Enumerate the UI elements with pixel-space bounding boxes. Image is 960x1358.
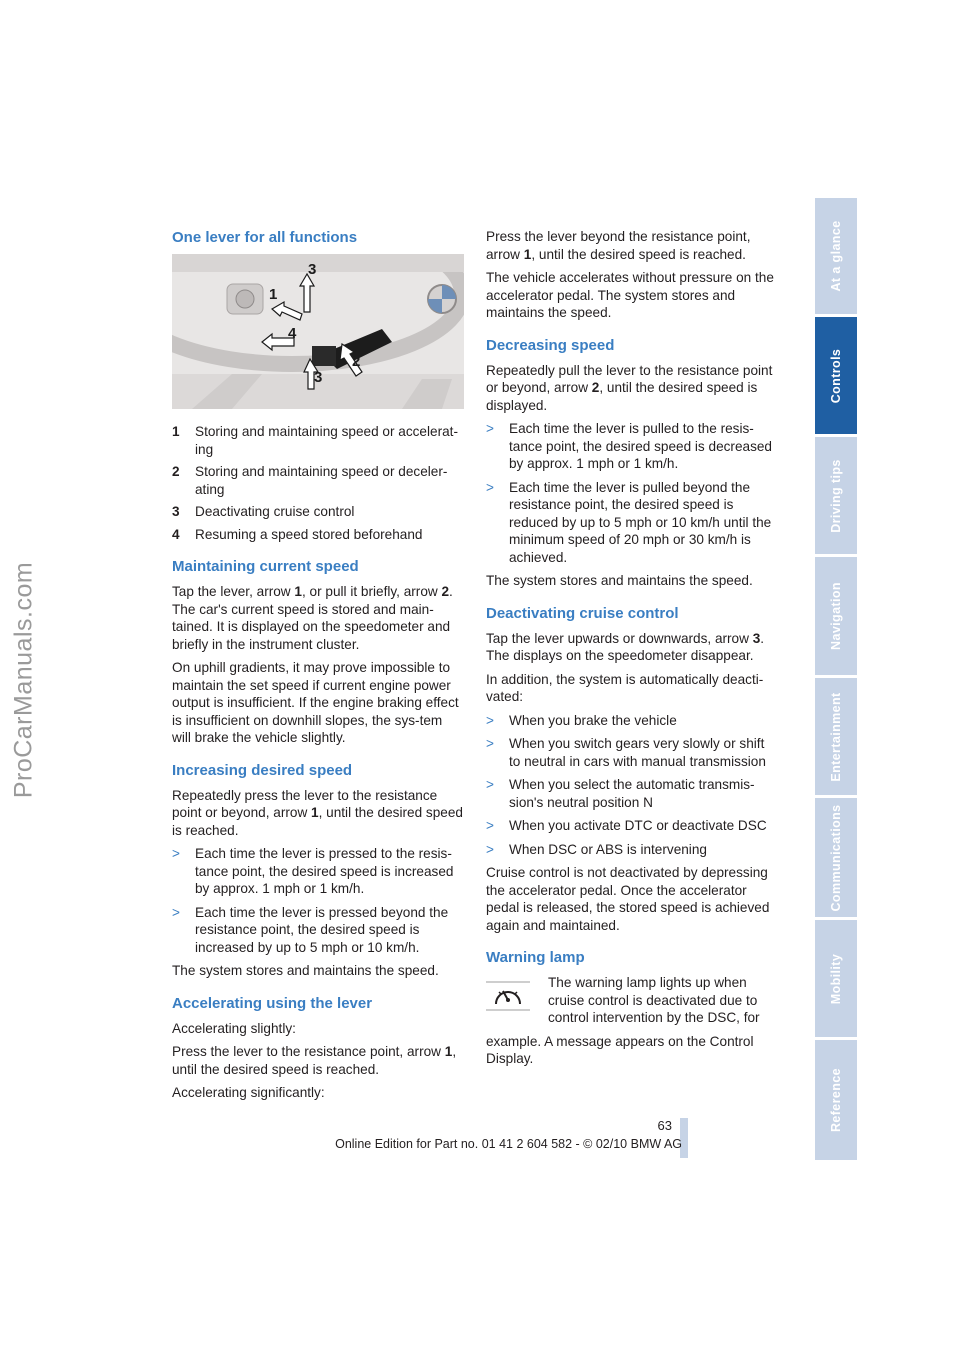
text: . The displays on the speedometer disappear. — [486, 630, 765, 663]
tab-controls[interactable] — [815, 317, 857, 434]
bullet-item — [486, 420, 778, 473]
bullet-text: Each time the lever is pulled beyond the resistance point, the desired speed is reduced by up to 5 mph or 10 km/h until the minimum speed of 20 mph or 30 km/h is achieved. — [509, 479, 772, 565]
bullet-item — [486, 712, 778, 730]
item-number: 4 — [172, 526, 180, 542]
tab-label: At a glance — [829, 220, 843, 292]
tab-label: Reference — [829, 1067, 843, 1133]
section-deactivating — [486, 604, 778, 935]
bullet-marker: > — [486, 818, 494, 833]
warning-paragraph-b: example. A message appears on the Control Display. — [486, 1033, 754, 1066]
heading-maintaining: Maintaining current speed — [172, 558, 359, 575]
tab-mobility[interactable] — [815, 920, 857, 1037]
maintaining-paragraph-2: On uphill gradients, it may prove impossible to maintain the set speed if current engine power output is insufficient. If the engine braking effect is insufficient on downhill slopes, the sys-tem will brake the vehicle slightly. — [172, 660, 459, 745]
accelerating-paragraph-3: Accelerating significantly: — [172, 1085, 325, 1100]
maintaining-paragraph-1 — [172, 583, 464, 653]
bullet-marker: > — [486, 712, 494, 728]
left-column — [172, 228, 464, 1108]
bullet-text: When you switch gears very slowly or shift to neutral in cars with manual transmission — [509, 736, 766, 769]
tab-entertainment[interactable] — [815, 678, 857, 795]
text: Repeatedly press the lever to the resistance point or beyond, arrow — [172, 787, 438, 820]
bullet-text: When you select the automatic transmis-sion's neutral position N — [509, 777, 755, 810]
increasing-paragraph-1 — [172, 787, 464, 840]
deactivating-paragraph-1 — [486, 630, 778, 665]
bullet-text: Each time the lever is pulled to the resis-tance point, the desired speed is decreased by approx. 1 mph or 1 km/h. — [509, 421, 772, 471]
increasing-paragraph-2: The system stores and maintains the speed. — [172, 963, 439, 978]
tab-label: Entertainment — [829, 691, 843, 782]
arrow-ref: 1 — [311, 805, 319, 820]
bullet-item — [486, 841, 778, 859]
bullet-marker: > — [486, 421, 494, 436]
bullet-marker: > — [486, 841, 494, 857]
text: Press the lever beyond the resistance point, arrow — [486, 229, 751, 262]
list-item — [172, 503, 464, 521]
bullet-marker: > — [486, 736, 494, 751]
tab-label: Driving tips — [829, 458, 843, 533]
bullet-text: Each time the lever is pressed beyond the resistance point, the desired speed is increased by up to 5 mph or 10 km/h. — [195, 904, 449, 955]
item-text: Deactivating cruise control — [195, 504, 355, 519]
decreasing-paragraph-1 — [486, 362, 778, 415]
section-accelerating — [172, 994, 464, 1102]
lever-illustration — [172, 254, 464, 409]
text: , until the desired speed is reached. — [531, 246, 746, 262]
figure-label-3-bottom: 3 — [314, 369, 323, 386]
text: Press the lever to the resistance point, arrow — [172, 1044, 445, 1059]
bullet-marker: > — [486, 479, 494, 495]
watermark-text: ProCarManuals.com — [9, 561, 38, 799]
text: Tap the lever upwards or downwards, arrow — [486, 630, 753, 646]
section-tabs — [815, 198, 857, 1160]
bullet-item — [486, 817, 778, 835]
item-text: Storing and maintaining speed or deceler-ating — [195, 464, 448, 497]
warning-block — [486, 974, 778, 1033]
section-maintaining — [172, 557, 464, 747]
section-decreasing — [486, 336, 778, 590]
tab-label: Controls — [829, 348, 843, 403]
bullet-marker: > — [172, 846, 180, 861]
deactivating-paragraph-3: Cruise control is not deactivated by depressing the accelerator pedal. Once the accelerator pedal is released, the stored speed is achieved again and maintained. — [486, 865, 770, 933]
tab-communications[interactable] — [815, 798, 857, 917]
bullet-marker: > — [172, 904, 180, 920]
warning-paragraph-a: The warning lamp lights up when cruise control is deactivated due to control intervention by the DSC, for — [548, 975, 760, 1025]
text: , until the desired speed is reached. — [172, 1044, 457, 1077]
heading-warning-lamp: Warning lamp — [486, 949, 585, 966]
bullet-marker: > — [486, 777, 494, 792]
text: . The car's current speed is stored and main-tained. It is displayed on the speedometer and briefly in the instrument cluster. — [172, 584, 453, 652]
arrow-ref: 1 — [294, 584, 302, 599]
heading-deactivating: Deactivating cruise control — [486, 604, 679, 622]
list-item — [172, 526, 464, 544]
tab-at-a-glance[interactable] — [815, 198, 857, 314]
cruise-warning-icon — [486, 974, 548, 1017]
heading-accelerating: Accelerating using the lever — [172, 994, 373, 1012]
bullet-item — [486, 735, 778, 770]
heading-decreasing: Decreasing speed — [486, 336, 615, 354]
arrow-ref: 1 — [523, 246, 532, 262]
text: , until the desired speed is reached. — [172, 805, 463, 838]
bullet-text: When you brake the vehicle — [509, 712, 677, 728]
item-number: 1 — [172, 424, 180, 439]
bullet-text: When you activate DTC or deactivate DSC — [509, 818, 767, 833]
figure-label-4: 4 — [288, 325, 297, 342]
deactivating-paragraph-2: In addition, the system is automatically deacti-vated: — [486, 671, 764, 704]
tab-label: Navigation — [829, 582, 843, 650]
item-text: Resuming a speed stored beforehand — [195, 526, 423, 542]
accelerating-paragraph-2 — [172, 1043, 464, 1078]
list-item — [172, 423, 464, 458]
accelerating-paragraph-5: The vehicle accelerates without pressure on the accelerator pedal. The system stores and maintains the speed. — [486, 270, 774, 320]
section-increasing — [172, 761, 464, 980]
item-number: 2 — [172, 464, 180, 479]
arrow-ref: 1 — [444, 1044, 453, 1059]
figure-label-1: 1 — [269, 286, 278, 303]
list-item — [172, 463, 464, 498]
bullet-item — [486, 479, 778, 567]
tab-label: Mobility — [829, 953, 843, 1004]
figure-label-3-top: 3 — [308, 261, 317, 278]
tab-reference[interactable] — [815, 1040, 857, 1160]
figure-label-2: 2 — [352, 353, 361, 370]
bullet-text: When DSC or ABS is intervening — [509, 841, 707, 857]
bullet-item — [172, 904, 464, 957]
bullet-item — [172, 845, 464, 898]
text: , until the desired speed is displayed. — [486, 380, 758, 413]
decreasing-paragraph-2: The system stores and maintains the speed. — [486, 573, 753, 588]
accelerating-paragraph-1: Accelerating slightly: — [172, 1020, 296, 1036]
item-text: Storing and maintaining speed or accelerat-ing — [195, 424, 458, 457]
accelerating-paragraph-4 — [486, 228, 778, 263]
text: Repeatedly pull the lever to the resistance point or beyond, arrow — [486, 362, 773, 395]
tab-navigation[interactable] — [815, 557, 857, 675]
watermark — [0, 0, 36, 1358]
item-number: 3 — [172, 504, 180, 519]
text: , or pull it briefly, arrow — [301, 584, 442, 599]
arrow-ref: 3 — [752, 630, 761, 646]
lever-function-list — [172, 423, 464, 543]
tab-label: Communications — [829, 804, 843, 911]
page-number: 63 — [657, 1118, 672, 1133]
arrow-ref: 2 — [591, 380, 600, 395]
arrow-ref: 2 — [441, 584, 450, 599]
heading-increasing: Increasing desired speed — [172, 761, 353, 779]
bullet-item — [486, 776, 778, 811]
right-column — [486, 228, 778, 1074]
heading-one-lever: One lever for all functions — [172, 229, 358, 246]
bullet-text: Each time the lever is pressed to the resis-tance point, the desired speed is increased by approx. 1 mph or 1 km/h. — [195, 846, 454, 896]
tab-driving-tips[interactable] — [815, 437, 857, 554]
footer-edition: Online Edition for Part no. 01 41 2 604 582 - © 02/10 BMW AG — [335, 1137, 682, 1151]
section-warning-lamp — [486, 948, 778, 1068]
text: Tap the lever, arrow — [172, 584, 295, 599]
